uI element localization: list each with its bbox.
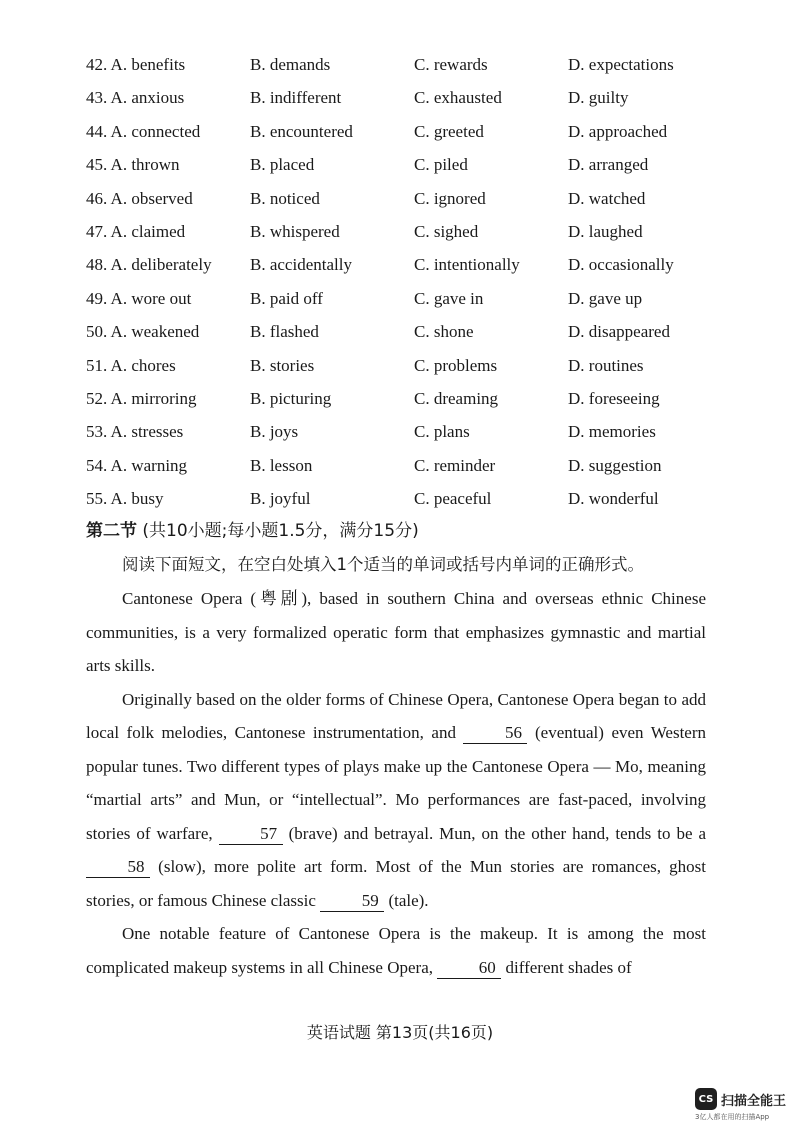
option-a[interactable]: 54. A. warning bbox=[86, 455, 188, 475]
blank-56[interactable]: 56 bbox=[463, 723, 527, 744]
option-d[interactable]: D. approached bbox=[568, 121, 668, 141]
option-b[interactable]: B. placed bbox=[250, 155, 315, 175]
option-a[interactable]: 51. A. chores bbox=[86, 355, 176, 375]
question-row bbox=[86, 486, 726, 519]
page-footer: 英语试题 第13页(共16页) bbox=[306, 1023, 494, 1042]
question-row bbox=[86, 453, 726, 486]
option-d[interactable]: D. arranged bbox=[568, 155, 649, 175]
option-d[interactable]: D. gave up bbox=[568, 288, 643, 308]
passage-text: One notable feature of Cantonese Opera is the makeup. It is among the most complicated makeup systems in all Chinese Opera, bbox=[86, 924, 706, 977]
option-a[interactable]: 55. A. busy bbox=[86, 489, 164, 509]
option-c[interactable]: C. ignored bbox=[414, 188, 486, 208]
option-b[interactable]: B. demands bbox=[250, 55, 331, 74]
option-a[interactable]: 42. A. benefits bbox=[86, 55, 186, 74]
camscanner-logo-icon: CS bbox=[695, 1088, 717, 1110]
question-row bbox=[86, 119, 726, 152]
option-a[interactable]: 48. A. deliberately bbox=[86, 255, 212, 275]
option-c[interactable]: C. greeted bbox=[414, 121, 484, 141]
question-row bbox=[86, 386, 726, 419]
option-b[interactable]: B. noticed bbox=[250, 188, 320, 208]
passage-text: (tale). bbox=[388, 890, 429, 910]
option-d[interactable]: D. disappeared bbox=[568, 322, 670, 342]
passage-text: (brave) and betrayal. Mun, on the other hand, tends to be a bbox=[288, 823, 707, 843]
question-row bbox=[86, 152, 726, 185]
blank-60[interactable]: 60 bbox=[437, 958, 501, 979]
passage-text: Originally based on the older forms of Chinese Opera, Cantonese Opera began to add local folk melodies, Cantonese instrumentation, and bbox=[86, 689, 706, 742]
option-c[interactable]: C. rewards bbox=[414, 55, 488, 74]
option-b[interactable]: B. joyful bbox=[250, 489, 311, 509]
section-note: (共10小题;每小题1.5分，满分15分) bbox=[142, 521, 419, 541]
option-c[interactable]: C. dreaming bbox=[414, 388, 499, 408]
question-row bbox=[86, 219, 726, 252]
option-d[interactable]: D. wonderful bbox=[568, 489, 659, 509]
option-c[interactable]: C. exhausted bbox=[414, 88, 502, 108]
section-instruction: 阅读下面短文，在空白处填入1个适当的单词或括号内单词的正确形式。 bbox=[122, 555, 644, 574]
option-a[interactable]: 46. A. observed bbox=[86, 188, 193, 208]
option-d[interactable]: D. occasionally bbox=[568, 255, 674, 275]
option-a[interactable]: 50. A. weakened bbox=[86, 322, 200, 342]
option-b[interactable]: B. encountered bbox=[250, 121, 353, 141]
option-b[interactable]: B. whispered bbox=[250, 221, 340, 241]
option-d[interactable]: D. guilty bbox=[568, 88, 629, 108]
option-d[interactable]: D. foreseeing bbox=[568, 388, 660, 408]
option-d[interactable]: D. expectations bbox=[568, 55, 674, 74]
passage-paragraph-3 bbox=[86, 917, 706, 984]
option-d[interactable]: D. routines bbox=[568, 355, 644, 375]
passage bbox=[86, 582, 706, 984]
passage-paragraph-1: Cantonese Opera (粤剧), based in southern China and overseas ethnic Chinese communities, is a very formalized operatic form that emphasizes gymnastic and martial arts skills. bbox=[86, 589, 706, 675]
option-a[interactable]: 43. A. anxious bbox=[86, 88, 185, 108]
blank-57[interactable]: 57 bbox=[219, 824, 283, 845]
question-row bbox=[86, 252, 726, 285]
option-a[interactable]: 53. A. stresses bbox=[86, 422, 184, 442]
option-c[interactable]: C. problems bbox=[414, 355, 498, 375]
option-c[interactable]: C. peaceful bbox=[414, 489, 492, 509]
watermark-app-name: 扫描全能王 bbox=[720, 1093, 786, 1109]
question-row bbox=[86, 319, 726, 352]
option-b[interactable]: B. lesson bbox=[250, 455, 313, 475]
passage-paragraph-2 bbox=[86, 683, 706, 918]
section-title: 第二节 bbox=[86, 521, 137, 541]
option-b[interactable]: B. paid off bbox=[250, 288, 323, 308]
option-c[interactable]: C. plans bbox=[414, 422, 470, 442]
option-c[interactable]: C. sighed bbox=[414, 221, 479, 241]
passage-text: different shades of bbox=[505, 957, 632, 977]
option-b[interactable]: B. stories bbox=[250, 355, 315, 375]
question-row bbox=[86, 52, 726, 85]
options-table bbox=[86, 52, 726, 519]
blank-59[interactable]: 59 bbox=[320, 891, 384, 912]
option-a[interactable]: 44. A. connected bbox=[86, 121, 201, 141]
option-c[interactable]: C. reminder bbox=[414, 455, 496, 475]
option-c[interactable]: C. intentionally bbox=[414, 255, 520, 275]
question-row bbox=[86, 186, 726, 219]
watermark-tagline: 3亿人都在用的扫描App bbox=[694, 1113, 770, 1121]
option-a[interactable]: 47. A. claimed bbox=[86, 221, 186, 241]
passage-text: (eventual) even Western popular tunes. Two different types of plays make up the Cantonese Opera — Mo, meaning “martial arts” and Mun, or “intellectual”. Mo performances are fast-paced, involving stories of warfare, bbox=[86, 723, 707, 843]
option-b[interactable]: B. indifferent bbox=[250, 88, 342, 108]
option-b[interactable]: B. flashed bbox=[250, 322, 319, 342]
option-d[interactable]: D. laughed bbox=[568, 221, 643, 241]
option-b[interactable]: B. joys bbox=[250, 422, 299, 442]
scanner-watermark bbox=[695, 1088, 786, 1122]
blank-58[interactable]: 58 bbox=[86, 857, 150, 878]
section-heading bbox=[86, 516, 419, 541]
question-row bbox=[86, 286, 726, 319]
option-b[interactable]: B. accidentally bbox=[250, 255, 352, 275]
question-row bbox=[86, 419, 726, 452]
option-c[interactable]: C. gave in bbox=[414, 288, 484, 308]
question-row bbox=[86, 353, 726, 386]
option-d[interactable]: D. memories bbox=[568, 422, 656, 442]
question-row bbox=[86, 85, 726, 118]
option-d[interactable]: D. suggestion bbox=[568, 455, 662, 475]
option-a[interactable]: 49. A. wore out bbox=[86, 288, 192, 308]
option-d[interactable]: D. watched bbox=[568, 188, 646, 208]
option-b[interactable]: B. picturing bbox=[250, 388, 332, 408]
option-a[interactable]: 52. A. mirroring bbox=[86, 388, 197, 408]
option-c[interactable]: C. piled bbox=[414, 155, 468, 175]
option-a[interactable]: 45. A. thrown bbox=[86, 155, 180, 175]
passage-text: (slow), more polite art form. Most of the Mun stories are romances, ghost stories, or famous Chinese classic bbox=[86, 857, 707, 910]
option-c[interactable]: C. shone bbox=[414, 322, 474, 342]
